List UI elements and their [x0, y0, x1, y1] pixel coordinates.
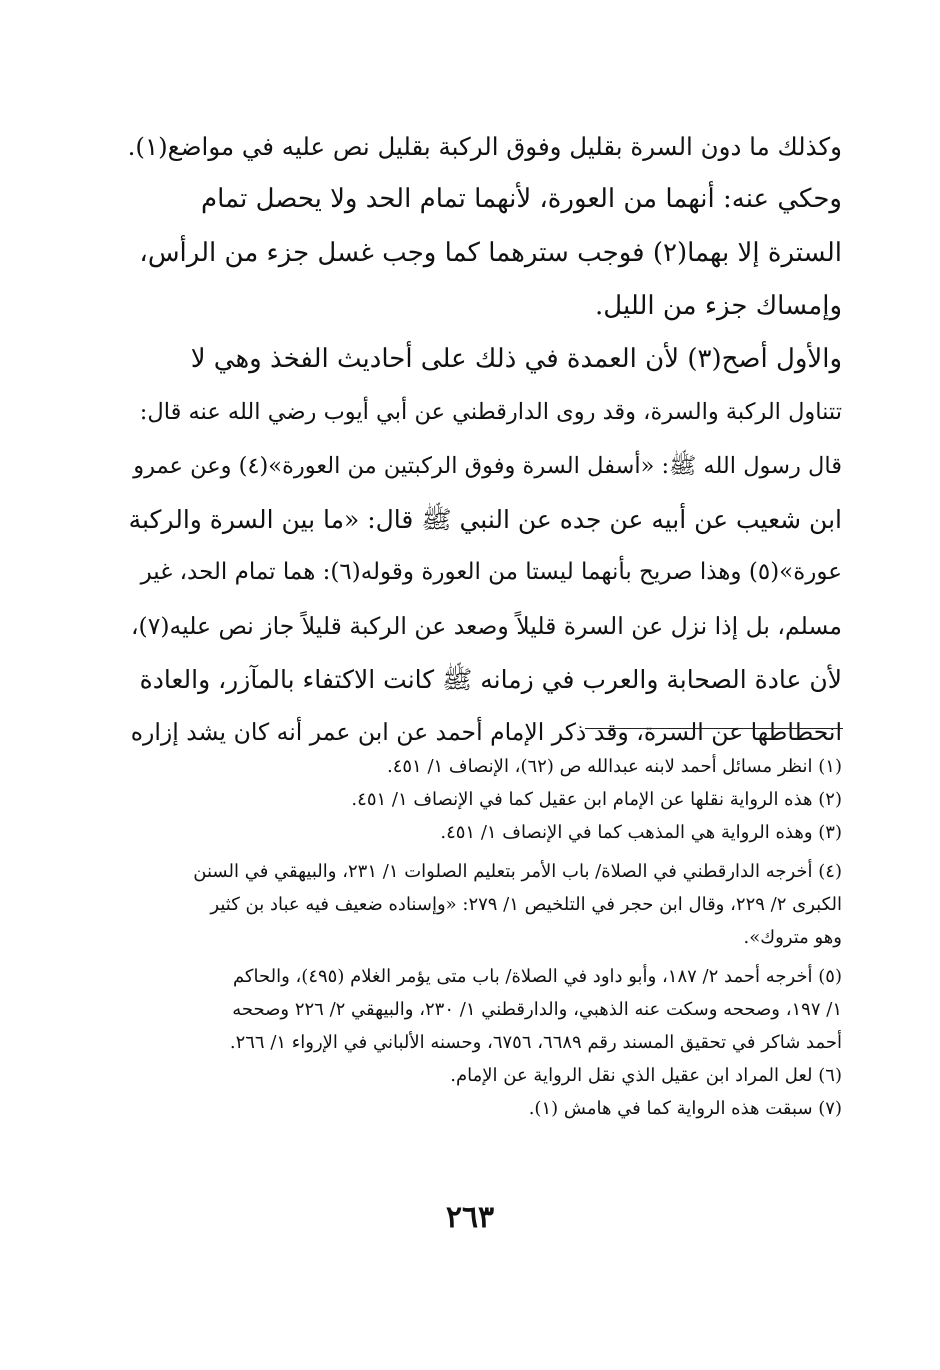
main-text-line: السترة إلا بهما(٢) فوجب سترهما كما وجب غسل جزء من الرأس، [139, 237, 842, 268]
footnote-line: ١/ ١٩٧، وصححه وسكت عنه الذهبي، والدارقطني ١/ ٢٣٠، والبيهقي ٢/ ٢٢٦ وصححه [232, 999, 842, 1020]
footnote-line: وهو متروك». [743, 927, 842, 948]
main-text-line: قال رسول الله ﷺ: «أسفل السرة وفوق الركبتين من العورة»(٤) وعن عمرو [133, 452, 842, 479]
footnote-line: (٥) أخرجه أحمد ٢/ ١٨٧، وأبو داود في الصلاة/ باب متى يؤمر الغلام (٤٩٥)، والحاكم [232, 966, 842, 987]
footnote-line: الكبرى ٢/ ٢٢٩، وقال ابن حجر في التلخيص ١/ ٢٧٩: «وإسناده ضعيف فيه عباد بن كثير [210, 894, 842, 915]
footnote-4 [128, 855, 842, 954]
main-text-line: ابن شعيب عن أبيه عن جده عن النبي ﷺ قال: «ما بين السرة والركبة [128, 505, 842, 535]
footnote-1 [128, 750, 842, 783]
footnotes [128, 750, 842, 1125]
main-text-line: لأن عادة الصحابة والعرب في زمانه ﷺ كانت الاكتفاء بالمآزر، والعادة [139, 664, 842, 694]
footnote-2 [128, 783, 842, 816]
main-text-line: وكذلك ما دون السرة بقليل وفوق الركبة بقليل نص عليه في مواضع(١). [127, 132, 842, 161]
footnote-line: (١) انظر مسائل أحمد لابنه عبدالله ص (٦٢)، الإنصاف ١/ ٤٥١. [386, 756, 842, 777]
main-text [128, 120, 842, 760]
footnote-line: (٦) لعل المراد ابن عقيل الذي نقل الرواية عن الإمام. [450, 1065, 842, 1086]
footnote-6 [128, 1059, 842, 1092]
footnote-3 [128, 816, 842, 849]
main-text-line: عورة»(٥) وهذا صريح بأنهما ليستا من العورة وقوله(٦): هما تمام الحد، غير [140, 559, 842, 586]
main-text-line: وإمساك جزء من الليل. [595, 290, 842, 321]
main-text-line: مسلم، بل إذا نزل عن السرة قليلاً وصعد عن الركبة قليلاً جاز نص عليه(٧)، [130, 611, 842, 640]
footnote-line: (٧) سبقت هذه الرواية كما في هامش (١). [528, 1098, 842, 1119]
main-text-line: وحكي عنه: أنهما من العورة، لأنهما تمام الحد ولا يحصل تمام [201, 184, 842, 215]
main-text-line: انحطاطها عن السرة، وقد ذكر الإمام أحمد عن ابن عمر أنه كان يشد إزاره [130, 718, 842, 747]
footnote-line: أحمد شاكر في تحقيق المسند رقم ٦٦٨٩، ٦٧٥٦، وحسنه الألباني في الإرواء ١/ ٢٦٦. [229, 1032, 842, 1053]
main-text-line: والأول أصح(٣) لأن العمدة في ذلك على أحاديث الفخذ وهي لا [190, 344, 842, 375]
footnote-separator [585, 728, 843, 729]
footnote-line: (٢) هذه الرواية نقلها عن الإمام ابن عقيل كما في الإنصاف ١/ ٤٥١. [351, 789, 842, 810]
footnote-5 [128, 960, 842, 1059]
footnote-line: (٣) وهذه الرواية هي المذهب كما في الإنصاف ١/ ٤٥١. [440, 822, 842, 843]
footnote-7 [128, 1092, 842, 1125]
page-number: ٢٦٣ [445, 1200, 495, 1235]
footnote-line: (٤) أخرجه الدارقطني في الصلاة/ باب الأمر بتعليم الصلوات ١/ ٢٣١، والبيهقي في السنن [193, 861, 842, 882]
main-text-line: تتناول الركبة والسرة، وقد روى الدارقطني عن أبي أيوب رضي الله عنه قال: [139, 399, 842, 426]
